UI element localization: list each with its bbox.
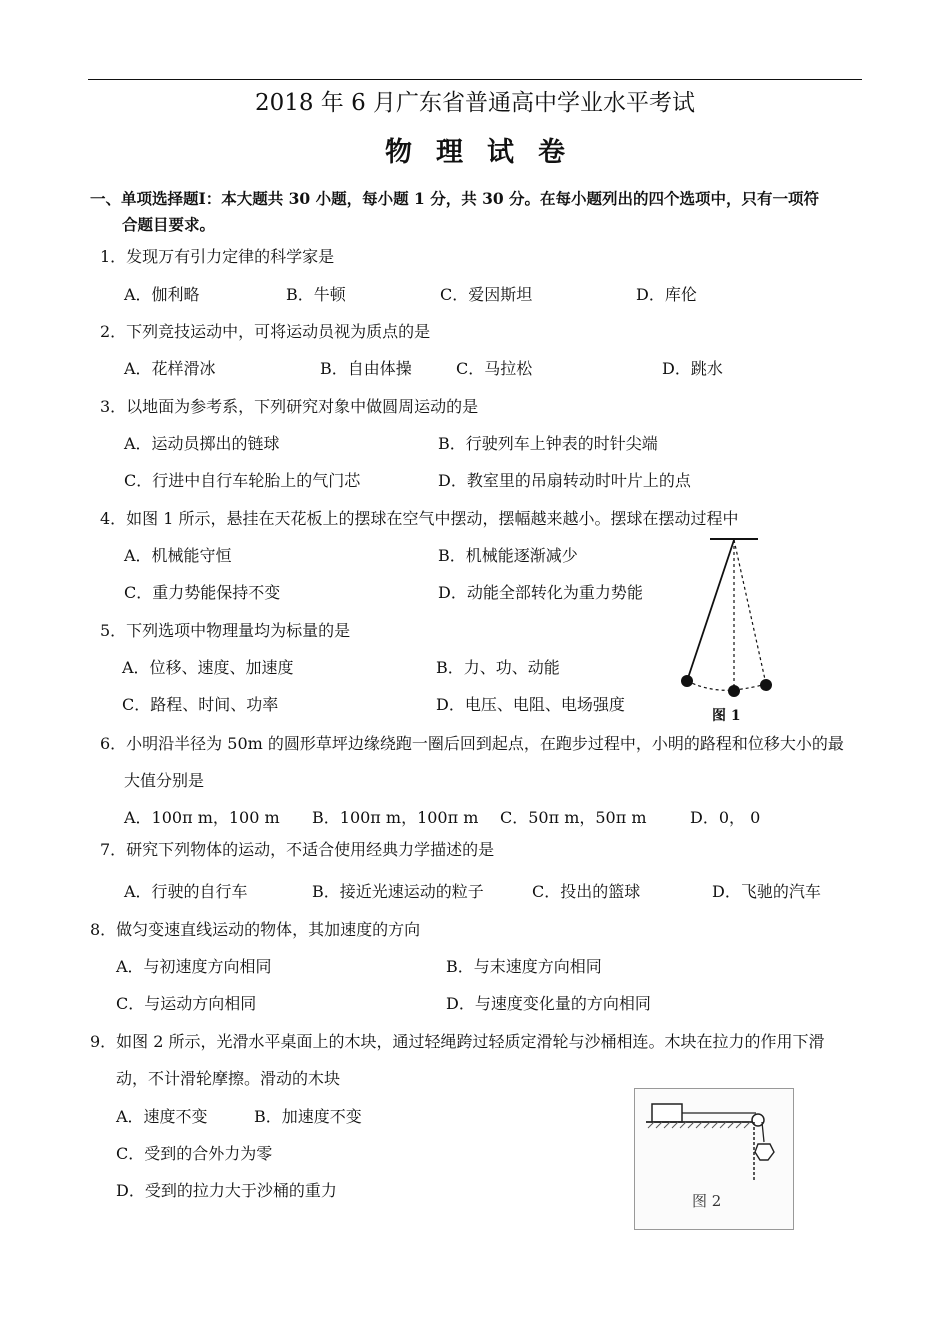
q3-option-c: C．行进中自行车轮胎上的气门芯 (124, 471, 361, 490)
q3-option-a: A．运动员掷出的链球 (124, 434, 280, 453)
figure-1-pendulum (672, 530, 802, 730)
q5-option-a: A．位移、速度、加速度 (122, 658, 294, 677)
q5-option-c: C．路程、时间、功率 (122, 695, 279, 714)
question-3-stem: 3．以地面为参考系，下列研究对象中做圆周运动的是 (100, 397, 479, 416)
section-heading-line1: 一、单项选择题Ⅰ：本大题共 30 小题，每小题 1 分，共 30 分。在每小题列出的四个选项中，只有一项符 (90, 189, 820, 208)
q8-option-a: A．与初速度方向相同 (116, 957, 272, 976)
q5-option-d: D．电压、电阻、电场强度 (436, 695, 625, 714)
question-6-stem-line1: 6．小明沿半径为 50m 的圆形草坪边缘绕跑一圈后回到起点，在跑步过程中，小明的路程和位移大小的最 (100, 734, 844, 753)
question-8-stem: 8．做匀变速直线运动的物体，其加速度的方向 (90, 920, 421, 939)
question-9-stem-line1: 9．如图 2 所示，光滑水平桌面上的木块，通过轻绳跨过轻质定滑轮与沙桶相连。木块在拉力的作用下滑 (90, 1032, 825, 1051)
q4-option-c: C．重力势能保持不变 (124, 583, 281, 602)
q3-option-b: B．行驶列车上钟表的时针尖端 (438, 434, 658, 453)
question-5-stem: 5．下列选项中物理量均为标量的是 (100, 621, 351, 640)
q6-option-d: D．0， 0 (690, 808, 761, 827)
q7-option-c: C．投出的篮球 (532, 882, 641, 901)
q6-option-c: C．50π m，50π m (500, 808, 647, 827)
question-9-stem-line2: 动，不计滑轮摩擦。滑动的木块 (116, 1069, 341, 1088)
pendulum-string-left (687, 540, 734, 681)
q9-option-b: B．加速度不变 (254, 1107, 362, 1126)
figure-2-pulley (634, 1088, 794, 1230)
q6-option-a: A．100π m，100 m (124, 808, 280, 827)
q9-option-d: D．受到的拉力大于沙桶的重力 (116, 1181, 337, 1200)
figure-1-caption: 图 1 (712, 708, 741, 724)
q4-option-a: A．机械能守恒 (124, 546, 232, 565)
q1-option-c: C．爱因斯坦 (440, 285, 533, 304)
pendulum-bob-right (760, 679, 772, 691)
q4-option-b: B．机械能逐渐减少 (438, 546, 578, 565)
question-4-stem: 4．如图 1 所示，悬挂在天花板上的摆球在空气中摆动，摆幅越来越小。摆球在摆动过程中 (100, 509, 739, 528)
q1-option-a: A．伽利略 (124, 285, 200, 304)
q9-option-a: A．速度不变 (116, 1107, 208, 1126)
pendulum-bob-center (728, 685, 740, 697)
q2-option-c: C．马拉松 (456, 359, 533, 378)
subject-title: 物理试卷 (385, 137, 589, 168)
question-1-stem: 1．发现万有引力定律的科学家是 (100, 247, 335, 266)
q3-option-d: D．教室里的吊扇转动时叶片上的点 (438, 471, 691, 490)
q1-option-b: B．牛顿 (286, 285, 346, 304)
q2-option-d: D．跳水 (662, 359, 723, 378)
q7-option-d: D．飞驰的汽车 (712, 882, 821, 901)
section-heading-line2: 合题目要求。 (122, 215, 216, 234)
q9-option-c: C．受到的合外力为零 (116, 1144, 273, 1163)
pendulum-bob-left (681, 675, 693, 687)
q8-option-d: D．与速度变化量的方向相同 (446, 994, 651, 1013)
q7-option-a: A．行驶的自行车 (124, 882, 248, 901)
question-2-stem: 2．下列竞技运动中，可将运动员视为质点的是 (100, 322, 431, 341)
wooden-block (652, 1104, 682, 1122)
q8-option-c: C．与运动方向相同 (116, 994, 257, 1013)
pendulum-string-right (734, 540, 766, 684)
question-6-stem-line2: 大值分别是 (124, 771, 205, 790)
q7-option-b: B．接近光速运动的粒子 (312, 882, 484, 901)
q1-option-d: D．库伦 (636, 285, 697, 304)
exam-title: 2018 年 6 月广东省普通高中学业水平考试 (254, 90, 696, 116)
q5-option-b: B．力、功、动能 (436, 658, 560, 677)
q6-option-b: B．100π m，100π m (312, 808, 479, 827)
header-rule (88, 79, 862, 80)
q4-option-d: D．动能全部转化为重力势能 (438, 583, 643, 602)
question-7-stem: 7．研究下列物体的运动，不适合使用经典力学描述的是 (100, 840, 495, 859)
pendulum-arc (687, 681, 766, 690)
figure-2-caption: 图 2 (692, 1192, 722, 1210)
q2-option-a: A．花样滑冰 (124, 359, 216, 378)
section-heading (90, 186, 862, 238)
q2-option-b: B．自由体操 (320, 359, 412, 378)
q8-option-b: B．与末速度方向相同 (446, 957, 602, 976)
